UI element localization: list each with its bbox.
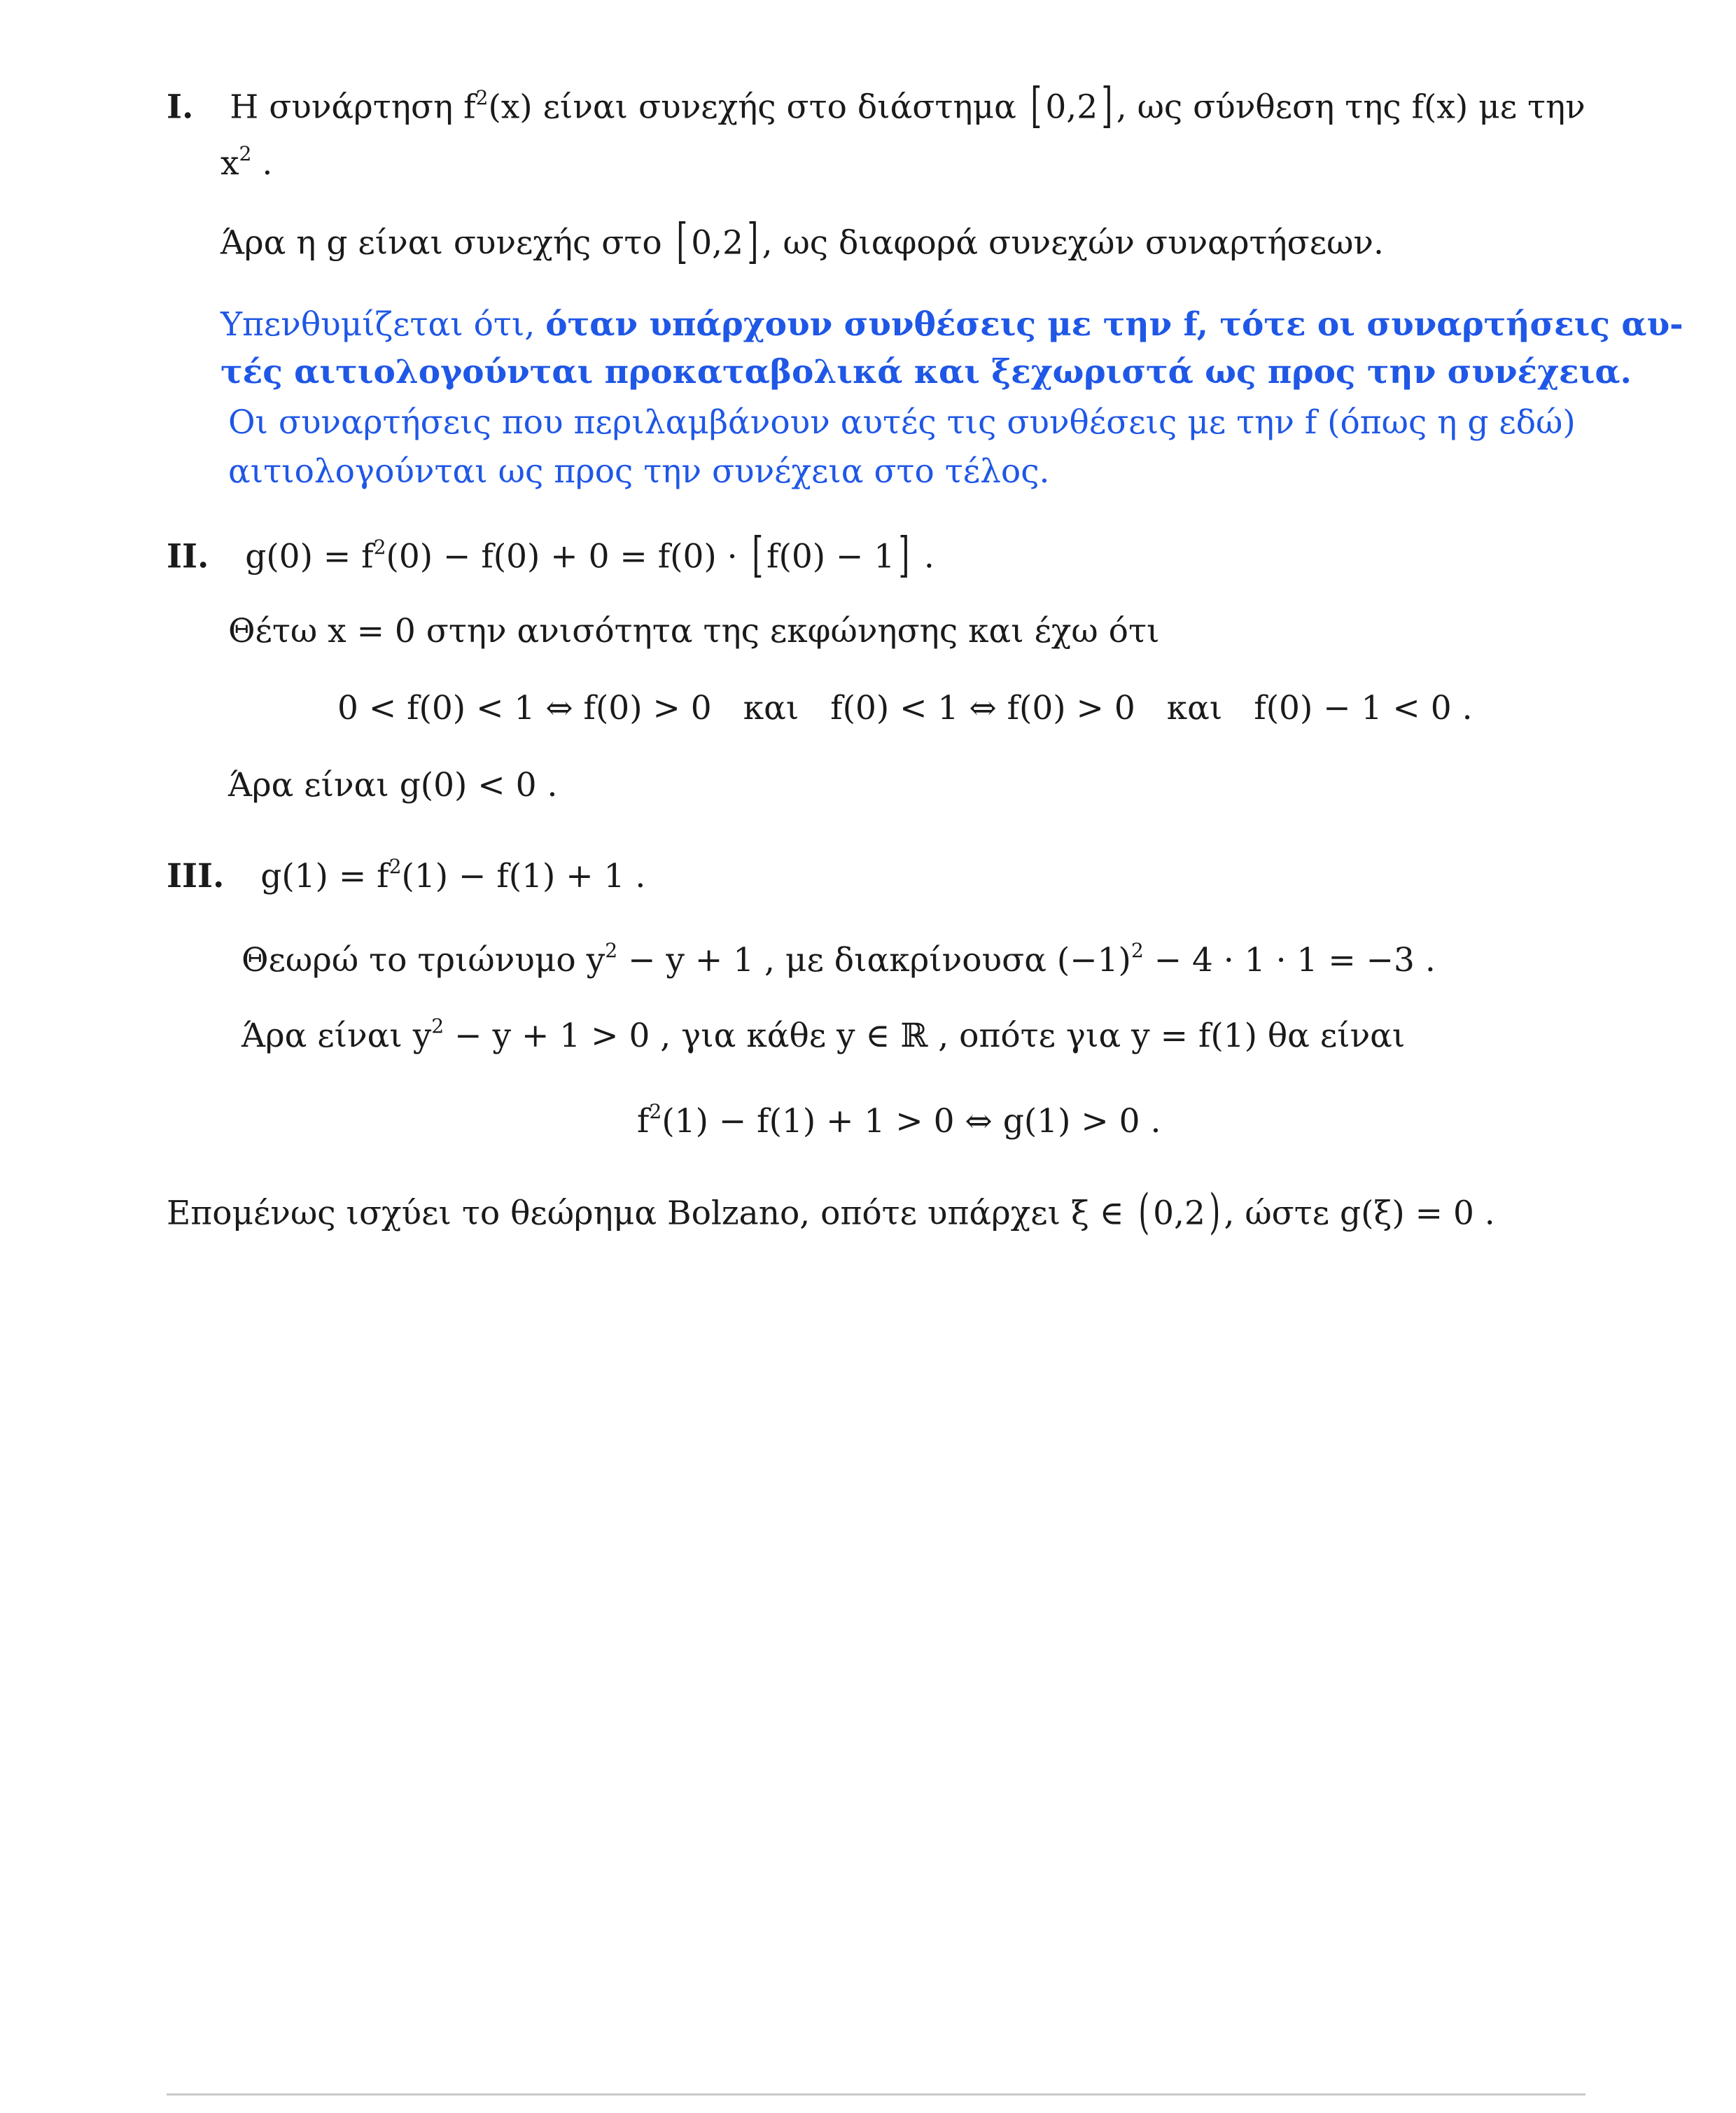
section-iii-text: (1) − f(1) + 1 . [401,857,646,895]
exponent: 2 [373,535,386,559]
exponent: 2 [388,855,402,879]
conclusion-text: Επομένως ισχύει το θεώρημα Bolzano, οπότε υπάρχει ξ ∈ [167,1194,1135,1233]
section-iii-line-2 [241,939,1436,979]
section-iii-text: Θεωρώ το τριώνυμο y [241,941,606,979]
note-line-4: αιτιολογούνται ως προς την συνέχεια στο τέλος. [228,452,1050,491]
inequality: f(0) < 1 ⇔ f(0) > 0 [830,689,1135,727]
section-ii-line-4: Άρα είναι g(0) < 0 . [228,766,558,804]
note-line-3: Οι συναρτήσεις που περιλαμβάνουν αυτές τις συνθέσεις με την f (όπως η g εδώ) [228,403,1576,442]
section-iii-text: − y + 1 , με διακρίνουσα (−1) [617,941,1131,979]
section-ii-line-2: Θέτω x = 0 στην ανισότητα της εκφώνησης και έχω ότι [228,612,1160,650]
note-line-2: τές αιτιολογούνται προκαταβολικά και ξεχωριστά ως προς την συνέχεια. [220,353,1632,391]
conjunction: και [743,689,799,727]
interval: 0,2 [1153,1194,1205,1233]
section-iii-text: − y + 1 > 0 , για κάθε y ∈ ℝ , οπότε για y = f(1) θα είναι [444,1017,1406,1055]
bracket-close: ] [898,528,910,583]
section-iii-line-3 [241,1014,1406,1055]
exponent: 2 [239,142,252,166]
section-i-label: I. [167,88,194,127]
section-iii-line-4 [637,1100,1161,1141]
footer-rule [167,2093,1586,2095]
bracket-open: [ [751,528,763,583]
exponent: 2 [431,1014,444,1038]
bracket-close: ] [1101,78,1113,134]
paren-open: ( [1138,1185,1149,1240]
section-ii-text: f(0) − 1 [766,537,895,576]
bracket-close: ] [747,214,759,270]
conclusion-text: , ώστε g(ξ) = 0 . [1224,1194,1495,1233]
inequality: 0 < f(0) < 1 ⇔ f(0) > 0 [337,689,712,727]
conjunction: και [1166,689,1223,727]
section-iii-text: (1) − f(1) + 1 > 0 ⇔ g(1) > 0 . [662,1102,1161,1141]
bracket-open: [ [676,214,687,270]
note-bold-text: όταν υπάρχουν συνθέσεις με την f, τότε οι συναρτήσεις αυ- [545,305,1684,344]
section-i-text: (x) είναι συνεχής στο διάστημα [488,88,1027,127]
section-ii-text: (0) − f(0) + 0 = f(0) · [386,537,748,576]
section-iii-line-1 [167,855,646,895]
section-i-line-3 [220,214,1384,270]
note-text: Υπενθυμίζεται ότι, [220,305,546,344]
section-i-text: , ως διαφορά συνεχών συναρτήσεων. [762,223,1384,263]
conclusion-line [167,1185,1495,1240]
section-i-text: Άρα η g είναι συνεχής στο [220,223,673,263]
bracket-open: [ [1030,78,1042,134]
section-i-line-2 [220,142,273,183]
section-i-text: , ως σύνθεση της f(x) με την [1116,88,1586,127]
section-iii-label: III. [167,857,225,895]
section-iii-text: g(1) = f [260,857,389,895]
exponent: 2 [605,939,618,963]
exponent: 2 [475,85,489,109]
section-i-text: x [220,144,239,183]
section-iii-text: f [637,1102,650,1141]
interval: 0,2 [1045,88,1098,127]
section-iii-text: Άρα είναι y [241,1017,432,1055]
note-line-1 [220,305,1684,344]
section-ii-line-1 [167,528,934,583]
section-i-line-1 [167,78,1586,134]
section-iii-text: − 4 · 1 · 1 = −3 . [1143,941,1436,979]
interval: 0,2 [691,223,743,263]
section-ii-text: . [913,537,934,576]
exponent: 2 [649,1100,662,1124]
section-ii-text: g(0) = f [245,537,374,576]
exponent: 2 [1130,939,1144,963]
inequality: f(0) − 1 < 0 . [1254,689,1473,727]
section-i-text: Η συνάρτηση f [230,88,476,127]
section-ii-line-3 [337,689,1473,727]
section-ii-label: II. [167,537,209,576]
paren-close: ) [1209,1185,1221,1240]
section-i-text: . [251,144,273,183]
